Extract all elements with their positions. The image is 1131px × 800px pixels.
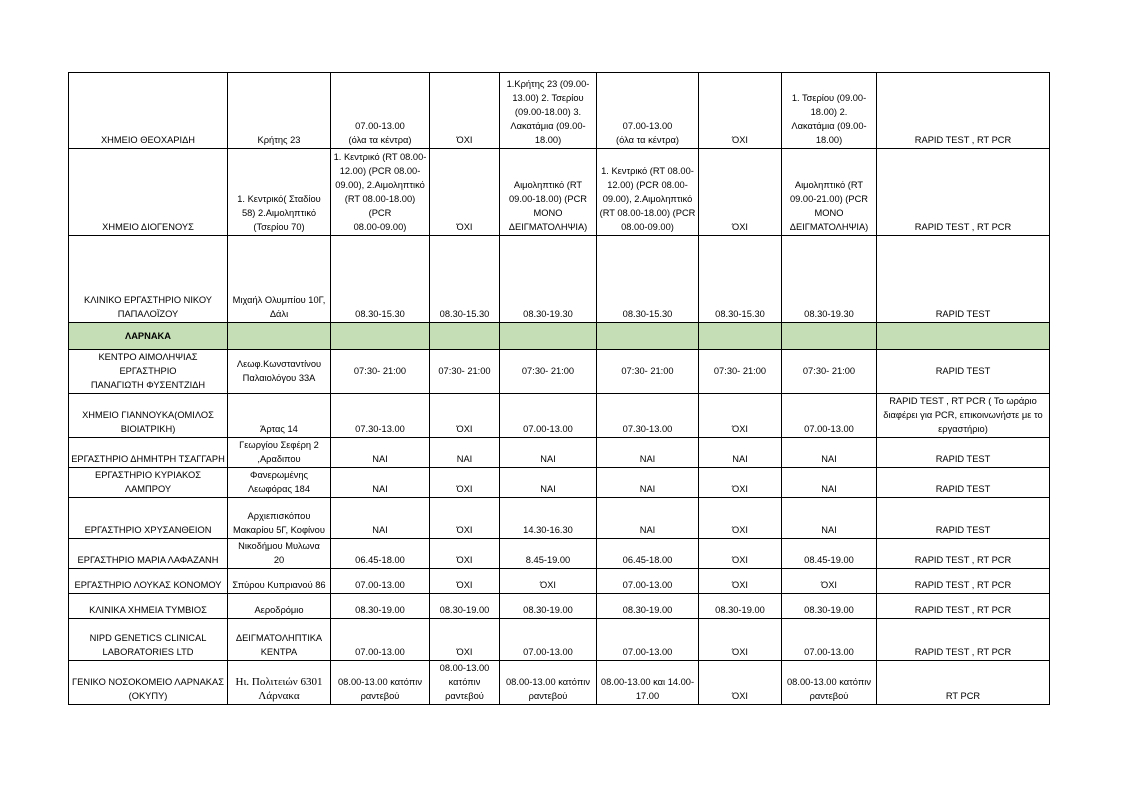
lab-address: Σπύρου Κυπριανού 86 [228,569,331,594]
lab-name: ΧΗΜΕΙΟ ΔΙΟΓΕΝΟΥΣ [69,149,228,236]
hours-col-3: 07:30- 21:00 [500,350,597,394]
hours-col-3: 08.30-19.30 [500,236,597,323]
lab-address: Νικοδήμου Μυλωνα 20 [228,539,331,569]
test-types: RAPID TEST [877,350,1050,394]
test-types: RAPID TEST [877,438,1050,468]
hours-col-4: 07.00-13.00 (όλα τα κέντρα) [597,73,699,149]
hours-col-2: ΌΧΙ [430,539,500,569]
hours-col-6: ΝΑΙ [782,498,877,539]
lab-address: ΔΕΙΓΜΑΤΟΛΗΠΤΙΚΑ ΚΕΝΤΡΑ [228,619,331,661]
hours-col-5: 08.30-19.00 [699,594,782,619]
hours-col-5: ΌΧΙ [699,73,782,149]
hours-col-4 [597,323,699,350]
hours-col-2: ΌΧΙ [430,73,500,149]
table-row [69,468,1050,498]
hours-col-4: ΝΑΙ [597,468,699,498]
region-header-row [69,323,1050,350]
hours-col-1: 07.00-13.00 [331,619,430,661]
hours-col-2: ΌΧΙ [430,468,500,498]
hours-col-1: 08.00-13.00 κατόπιν ραντεβού [331,661,430,705]
hours-col-4: 08.00-13.00 και 14.00- 17.00 [597,661,699,705]
test-types: RAPID TEST , RT PCR [877,569,1050,594]
lab-name: ΕΡΓΑΣΤΗΡΙΟ ΔΗΜΗΤΡΗ ΤΣΑΓΓΑΡΗ [69,438,228,468]
hours-col-3: 08.30-19.00 [500,594,597,619]
table-row [69,661,1050,705]
hours-col-6: ΝΑΙ [782,468,877,498]
hours-col-2: ΝΑΙ [430,438,500,468]
test-types: RAPID TEST , RT PCR [877,594,1050,619]
hours-col-1 [331,323,430,350]
hours-col-5: ΌΧΙ [699,619,782,661]
hours-col-1: 06.45-18.00 [331,539,430,569]
lab-name: ΕΡΓΑΣΤΗΡΙΟ ΚΥΡΙΑΚΟΣ ΛΑΜΠΡΟΥ [69,468,228,498]
hours-col-4: 07.00-13.00 [597,569,699,594]
lab-address: 1. Κεντρικό( Σταδίου 58) 2.Αιμοληπτικό (Τσερίου 70) [228,149,331,236]
lab-name: ΕΡΓΑΣΤΗΡΙΟ ΛΟΥΚΑΣ ΚΟΝΟΜΟΥ [69,569,228,594]
test-types: RAPID TEST , RT PCR [877,73,1050,149]
test-types: RAPID TEST [877,468,1050,498]
lab-name: ΧΗΜΕΙΟ ΘΕΟΧΑΡΙΔΗ [69,73,228,149]
hours-col-1: ΝΑΙ [331,498,430,539]
hours-col-4: 07.00-13.00 [597,619,699,661]
hours-col-3: ΝΑΙ [500,468,597,498]
table-row [69,394,1050,438]
lab-name: ΚΛΙΝΙΚΑ ΧΗΜΕΙΑ ΤΥΜΒΙΟΣ [69,594,228,619]
hours-col-6: ΌΧΙ [782,569,877,594]
hours-col-5: ΌΧΙ [699,498,782,539]
hours-col-6: 07.00-13.00 [782,394,877,438]
hours-col-3 [500,323,597,350]
table-row [69,539,1050,569]
hours-col-5: 07:30- 21:00 [699,350,782,394]
hours-col-2: ΌΧΙ [430,498,500,539]
hours-col-2: 07:30- 21:00 [430,350,500,394]
hours-col-3: 14.30-16.30 [500,498,597,539]
hours-col-6: 08.00-13.00 κατόπιν ραντεβού [782,661,877,705]
lab-name: ΚΕΝΤΡΟ ΑΙΜΟΛΗΨΙΑΣ ΕΡΓΑΣΤΗΡΙΟ ΠΑΝΑΓΙΩΤΗ ΦΥΣΕΝΤΖΙΔΗ [69,350,228,394]
lab-schedule-table [68,72,1050,705]
hours-col-4: ΝΑΙ [597,438,699,468]
hours-col-1: 07.00-13.00 (όλα τα κέντρα) [331,73,430,149]
lab-address: Ηι. Πολιτειών 6301 Λάρνακα [228,661,331,705]
table-row [69,438,1050,468]
hours-col-3: 07.00-13.00 [500,619,597,661]
hours-col-5: ΌΧΙ [699,394,782,438]
hours-col-4: 08.30-15.30 [597,236,699,323]
lab-address: Άρτας 14 [228,394,331,438]
test-types: RAPID TEST , RT PCR [877,539,1050,569]
lab-address: Μιχαήλ Ολυμπίου 10Γ, Δάλι [228,236,331,323]
hours-col-5: ΝΑΙ [699,438,782,468]
hours-col-6 [782,323,877,350]
hours-col-6: 08.45-19.00 [782,539,877,569]
hours-col-3: 1.Κρήτης 23 (09.00- 13.00) 2. Τσερίου (09.00-18.00) 3. Λακατάμια (09.00- 18.00) [500,73,597,149]
hours-col-5: ΌΧΙ [699,539,782,569]
table-row [69,569,1050,594]
hours-col-2: ΌΧΙ [430,394,500,438]
hours-col-4: 07.30-13.00 [597,394,699,438]
lab-name: ΚΛΙΝΙΚΟ ΕΡΓΑΣΤΗΡΙΟ ΝΙΚΟΥ ΠΑΠΑΛΟΪΖΟΥ [69,236,228,323]
lab-address: Γεωργίου Σεφέρη 2 ,Αραδιπου [228,438,331,468]
lab-address: Κρήτης 23 [228,73,331,149]
hours-col-6: 08.30-19.30 [782,236,877,323]
hours-col-2: ΌΧΙ [430,569,500,594]
hours-col-6: 07.00-13.00 [782,619,877,661]
lab-name: ΓΕΝΙΚΟ ΝΟΣΟΚΟΜΕΙΟ ΛΑΡΝΑΚΑΣ (ΟΚΥΠΥ) [69,661,228,705]
lab-address: Αρχιεπισκόπου Μακαρίου 5Γ, Κοφίνου [228,498,331,539]
hours-col-6: 07:30- 21:00 [782,350,877,394]
lab-name: ΕΡΓΑΣΤΗΡΙΟ ΧΡΥΣΑΝΘΕΙΟΝ [69,498,228,539]
hours-col-5: ΌΧΙ [699,468,782,498]
hours-col-4: ΝΑΙ [597,498,699,539]
hours-col-6: Αιμοληπτικό (RT 09.00-21.00) (PCR ΜΟΝΟ ΔΕΙΓΜΑΤΟΛΗΨΙΑ) [782,149,877,236]
table-row [69,149,1050,236]
test-types: RAPID TEST [877,498,1050,539]
hours-col-1: 07.00-13.00 [331,569,430,594]
test-types: RAPID TEST , RT PCR [877,619,1050,661]
hours-col-5 [699,323,782,350]
hours-col-4: 1. Κεντρικό (RT 08.00- 12.00) (PCR 08.00- 09.00), 2.Αιμοληπτικό (RT 08.00-18.00) (PCR 08.00-09.00) [597,149,699,236]
hours-col-4: 08.30-19.00 [597,594,699,619]
hours-col-6: 1. Τσερίου (09.00- 18.00) 2. Λακατάμια (09.00- 18.00) [782,73,877,149]
table-row [69,236,1050,323]
region-name: ΛΑΡΝΑΚΑ [69,323,228,350]
lab-name: ΧΗΜΕΙΟ ΓΙΑΝΝΟΥΚΑ(ΟΜΙΛΟΣ ΒΙΟΙΑΤΡΙΚΗ) [69,394,228,438]
hours-col-1: 08.30-15.30 [331,236,430,323]
test-types: RT PCR [877,661,1050,705]
table-row [69,73,1050,149]
hours-col-6: ΝΑΙ [782,438,877,468]
lab-address: Λεωφ.Κωνσταντίνου Παλαιολόγου 33Α [228,350,331,394]
test-types: RAPID TEST , RT PCR ( Το ωράριο διαφέρει για PCR, επικοινωνήστε με το εργαστήριο) [877,394,1050,438]
hours-col-5: ΌΧΙ [699,149,782,236]
hours-col-3: ΝΑΙ [500,438,597,468]
hours-col-1: 1. Κεντρικό (RT 08.00- 12.00) (PCR 08.00- 09.00), 2.Αιμοληπτικό (RT 08.00-18.00) (PCR 08.00-09.00) [331,149,430,236]
hours-col-2: 08.00-13.00 κατόπιν ραντεβού [430,661,500,705]
hours-col-3: 08.00-13.00 κατόπιν ραντεβού [500,661,597,705]
hours-col-5: ΌΧΙ [699,661,782,705]
lab-name: ΕΡΓΑΣΤΗΡΙΟ ΜΑΡΙΑ ΛΑΦΑΖΑΝΗ [69,539,228,569]
table-row [69,619,1050,661]
hours-col-3: 07.00-13.00 [500,394,597,438]
hours-col-6: 08.30-19.00 [782,594,877,619]
test-types: RAPID TEST , RT PCR [877,149,1050,236]
lab-address: Φανερωμένης Λεωφόρας 184 [228,468,331,498]
hours-col-1: 08.30-19.00 [331,594,430,619]
hours-col-4: 07:30- 21:00 [597,350,699,394]
hours-col-2: 08.30-19.00 [430,594,500,619]
test-types: RAPID TEST [877,236,1050,323]
lab-address: Αεροδρόμιο [228,594,331,619]
hours-col-2: ΌΧΙ [430,619,500,661]
hours-col-3: ΌΧΙ [500,569,597,594]
table-row [69,498,1050,539]
hours-col-2: 08.30-15.30 [430,236,500,323]
hours-col-1: ΝΑΙ [331,438,430,468]
hours-col-1: 07:30- 21:00 [331,350,430,394]
test-types [877,323,1050,350]
table-row [69,594,1050,619]
hours-col-4: 06.45-18.00 [597,539,699,569]
hours-col-5: 08.30-15.30 [699,236,782,323]
hours-col-2 [430,323,500,350]
hours-col-3: 8.45-19.00 [500,539,597,569]
lab-address [228,323,331,350]
table-row [69,350,1050,394]
hours-col-3: Αιμοληπτικό (RT 09.00-18.00) (PCR ΜΟΝΟ ΔΕΙΓΜΑΤΟΛΗΨΙΑ) [500,149,597,236]
hours-col-1: 07.30-13.00 [331,394,430,438]
lab-name: NIPD GENETICS CLINICAL LABORATORIES LTD [69,619,228,661]
hours-col-2: ΌΧΙ [430,149,500,236]
hours-col-5: ΌΧΙ [699,569,782,594]
hours-col-1: ΝΑΙ [331,468,430,498]
